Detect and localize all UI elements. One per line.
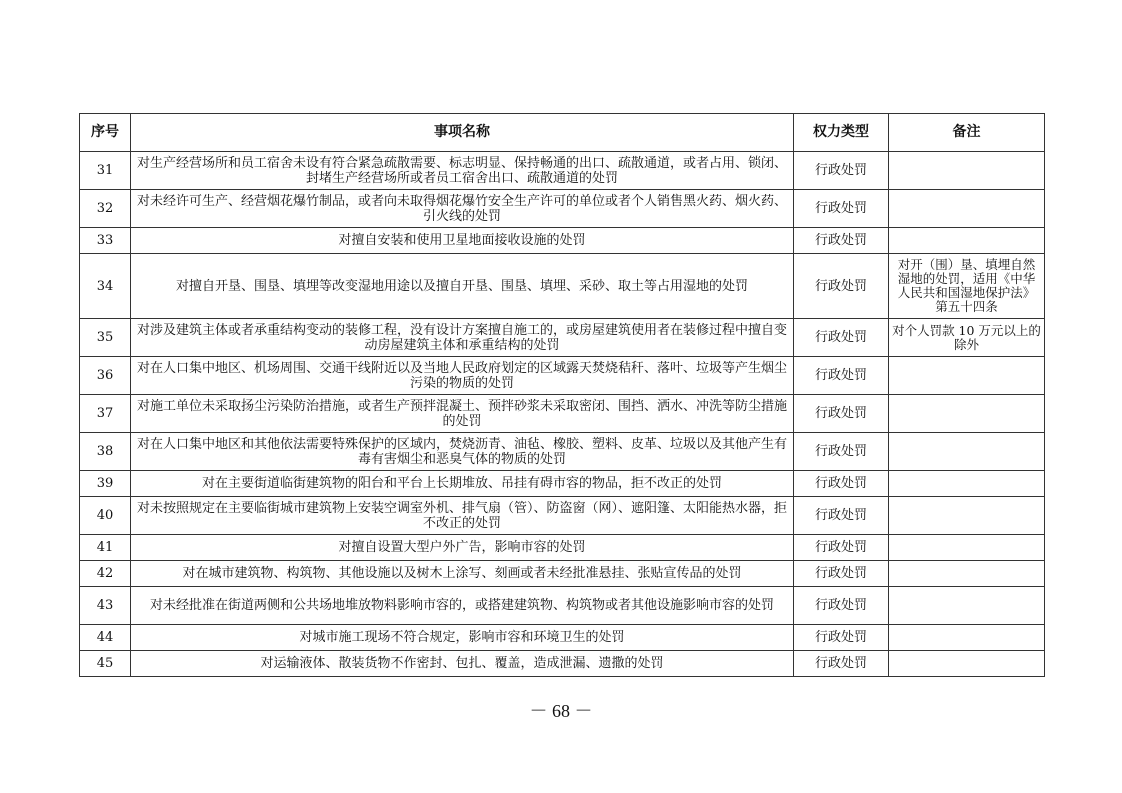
header-remark: 备注 <box>889 114 1045 152</box>
table-row <box>80 190 1045 228</box>
row-item-name: 对擅自安装和使用卫星地面接收设施的处罚 <box>131 228 794 254</box>
table-row <box>80 433 1045 471</box>
row-item-name: 对未经批准在街道两侧和公共场地堆放物料影响市容的，或搭建建筑物、构筑物或者其他设施影响市容的处罚 <box>131 587 794 625</box>
header-item-name: 事项名称 <box>131 114 794 152</box>
row-power-type: 行政处罚 <box>794 471 889 497</box>
row-item-name: 对擅自设置大型户外广告，影响市容的处罚 <box>131 535 794 561</box>
row-serial-number: 40 <box>80 497 131 535</box>
row-power-type: 行政处罚 <box>794 152 889 190</box>
row-power-type: 行政处罚 <box>794 319 889 357</box>
table-row <box>80 535 1045 561</box>
row-serial-number: 43 <box>80 587 131 625</box>
table-row <box>80 395 1045 433</box>
row-remark <box>889 395 1045 433</box>
table-row <box>80 587 1045 625</box>
row-power-type: 行政处罚 <box>794 357 889 395</box>
row-remark: 对个人罚款 10 万元以上的除外 <box>889 319 1045 357</box>
row-serial-number: 41 <box>80 535 131 561</box>
row-remark <box>889 357 1045 395</box>
row-item-name: 对擅自开垦、围垦、填埋等改变湿地用途以及擅自开垦、围垦、填埋、采砂、取土等占用湿地的处罚 <box>131 254 794 319</box>
permission-list-table <box>79 113 1045 677</box>
row-serial-number: 34 <box>80 254 131 319</box>
row-item-name: 对在人口集中地区、机场周围、交通干线附近以及当地人民政府划定的区域露天焚烧秸秆、落叶、垃圾等产生烟尘污染的物质的处罚 <box>131 357 794 395</box>
row-item-name: 对在主要街道临街建筑物的阳台和平台上长期堆放、吊挂有碍市容的物品，拒不改正的处罚 <box>131 471 794 497</box>
row-power-type: 行政处罚 <box>794 535 889 561</box>
row-power-type: 行政处罚 <box>794 651 889 677</box>
table-row <box>80 625 1045 651</box>
row-remark <box>889 152 1045 190</box>
row-item-name: 对生产经营场所和员工宿舍未设有符合紧急疏散需要、标志明显、保持畅通的出口、疏散通道，或者占用、锁闭、封堵生产经营场所或者员工宿舍出口、疏散通道的处罚 <box>131 152 794 190</box>
row-item-name: 对在人口集中地区和其他依法需要特殊保护的区域内，焚烧沥青、油毡、橡胶、塑料、皮革、垃圾以及其他产生有毒有害烟尘和恶臭气体的物质的处罚 <box>131 433 794 471</box>
row-remark <box>889 190 1045 228</box>
row-remark <box>889 535 1045 561</box>
table-row <box>80 357 1045 395</box>
table-row <box>80 152 1045 190</box>
row-power-type: 行政处罚 <box>794 395 889 433</box>
row-remark <box>889 587 1045 625</box>
row-item-name: 对未经许可生产、经营烟花爆竹制品，或者向未取得烟花爆竹安全生产许可的单位或者个人销售黑火药、烟火药、引火线的处罚 <box>131 190 794 228</box>
row-power-type: 行政处罚 <box>794 254 889 319</box>
row-serial-number: 33 <box>80 228 131 254</box>
row-item-name: 对涉及建筑主体或者承重结构变动的装修工程，没有设计方案擅自施工的，或房屋建筑使用者在装修过程中擅自变动房屋建筑主体和承重结构的处罚 <box>131 319 794 357</box>
row-serial-number: 35 <box>80 319 131 357</box>
table-row <box>80 254 1045 319</box>
row-power-type: 行政处罚 <box>794 561 889 587</box>
row-power-type: 行政处罚 <box>794 587 889 625</box>
row-remark: 对开（围）垦、填埋自然湿地的处罚，适用《中华人民共和国湿地保护法》第五十四条 <box>889 254 1045 319</box>
row-remark <box>889 651 1045 677</box>
row-power-type: 行政处罚 <box>794 190 889 228</box>
header-row <box>80 114 1045 152</box>
row-serial-number: 44 <box>80 625 131 651</box>
row-remark <box>889 561 1045 587</box>
row-power-type: 行政处罚 <box>794 433 889 471</box>
row-remark <box>889 228 1045 254</box>
header-power-type: 权力类型 <box>794 114 889 152</box>
table-row <box>80 651 1045 677</box>
row-remark <box>889 471 1045 497</box>
row-power-type: 行政处罚 <box>794 497 889 535</box>
row-power-type: 行政处罚 <box>794 625 889 651</box>
row-remark <box>889 433 1045 471</box>
row-item-name: 对未按照规定在主要临街城市建筑物上安装空调室外机、排气扇（管）、防盗窗（网）、遮阳篷、太阳能热水器，拒不改正的处罚 <box>131 497 794 535</box>
row-serial-number: 31 <box>80 152 131 190</box>
row-serial-number: 38 <box>80 433 131 471</box>
row-item-name: 对运输液体、散装货物不作密封、包扎、覆盖，造成泄漏、遗撒的处罚 <box>131 651 794 677</box>
row-remark <box>889 497 1045 535</box>
table-row <box>80 228 1045 254</box>
table-row <box>80 319 1045 357</box>
header-serial-number: 序号 <box>80 114 131 152</box>
row-serial-number: 42 <box>80 561 131 587</box>
row-remark <box>889 625 1045 651</box>
row-item-name: 对施工单位未采取扬尘污染防治措施，或者生产预拌混凝土、预拌砂浆未采取密闭、围挡、洒水、冲洗等防尘措施的处罚 <box>131 395 794 433</box>
page-number: － 68 － <box>529 701 593 721</box>
row-serial-number: 45 <box>80 651 131 677</box>
table-row <box>80 471 1045 497</box>
table-row <box>80 497 1045 535</box>
row-serial-number: 37 <box>80 395 131 433</box>
row-serial-number: 36 <box>80 357 131 395</box>
row-serial-number: 32 <box>80 190 131 228</box>
row-serial-number: 39 <box>80 471 131 497</box>
table-row <box>80 561 1045 587</box>
row-power-type: 行政处罚 <box>794 228 889 254</box>
row-item-name: 对在城市建筑物、构筑物、其他设施以及树木上涂写、刻画或者未经批准悬挂、张贴宣传品的处罚 <box>131 561 794 587</box>
row-item-name: 对城市施工现场不符合规定，影响市容和环境卫生的处罚 <box>131 625 794 651</box>
